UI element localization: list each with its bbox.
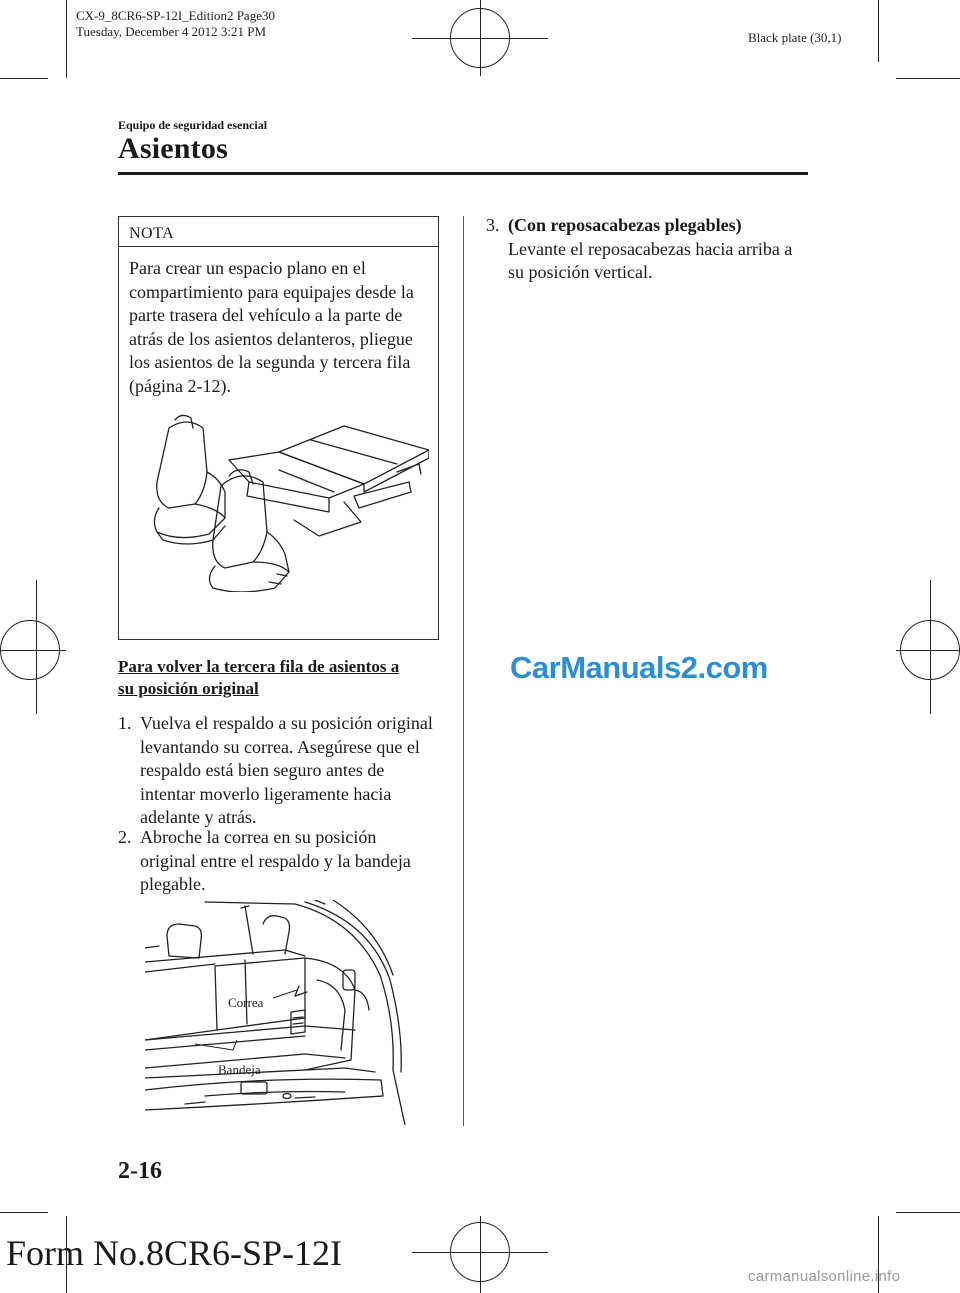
print-info-line2: Tuesday, December 4 2012 3:21 PM [76, 24, 267, 39]
crop-mark-top-right-v [878, 0, 879, 62]
note-heading: NOTA [119, 217, 438, 247]
callout-correa: Correa [228, 995, 264, 1010]
cargo-strap-illustration [145, 900, 415, 1125]
plate-info: Black plate (30,1) [748, 30, 842, 45]
step-number: 1. [118, 713, 132, 733]
note-text: Para crear un espacio plano en el compartimiento para equipajes desde la parte trasera del vehículo a la parte de atrás de los asientos delanteros, pliegue los asientos de la segunda y tercera fila (página 2-12). [129, 258, 414, 396]
column-divider [463, 216, 464, 1126]
registration-mark-h [896, 650, 960, 651]
note-box [118, 216, 439, 640]
form-number: Form No.8CR6-SP-12I [6, 1233, 343, 1273]
step-text: Vuelva el respaldo a su posición original levantando su correa. Asegúrese que el respaldo está bien seguro antes de intentar moverlo ligeramente hacia adelante y atrás. [140, 713, 433, 827]
callout-bandeja: Bandeja [218, 1062, 261, 1077]
registration-mark-v [930, 580, 931, 714]
registration-mark-v [36, 580, 37, 714]
section-label: Equipo de seguridad esencial [118, 118, 268, 132]
procedure-step-1 [118, 712, 436, 830]
step-text: Abroche la correa en su posición original entre el respaldo y la bandeja plegable. [140, 827, 411, 894]
step-text: Levante el reposacabezas hacia arriba a su posición vertical. [508, 238, 793, 282]
step-title: (Con reposacabezas plegables) [508, 215, 742, 235]
crop-mark-top-left-v [66, 0, 67, 78]
registration-mark-v [480, 0, 481, 76]
step-number: 3. [486, 215, 500, 235]
print-info-line1: CX-9_8CR6-SP-12I_Edition2 Page30 [76, 8, 275, 23]
title-rule [118, 172, 808, 175]
procedure-step-3 [486, 214, 806, 285]
procedure-step-2 [118, 826, 436, 897]
crop-mark-bottom-right-h [896, 1212, 960, 1213]
procedure-heading-line1: Para volver la tercera fila de asientos a [118, 657, 400, 676]
page-number: 2-16 [118, 1158, 162, 1184]
registration-mark-h [0, 650, 66, 651]
footer-watermark: carmanualsonline.info [748, 1268, 901, 1285]
watermark-logo: CarManuals2.com [510, 650, 768, 685]
step-number: 2. [118, 827, 132, 847]
page-title: Asientos [118, 132, 228, 165]
registration-mark-v [480, 1216, 481, 1293]
crop-mark-bottom-left-h [0, 1212, 48, 1213]
crop-mark-top-left-h [0, 78, 48, 79]
crop-mark-top-right-h [896, 78, 960, 79]
procedure-heading-line2: su posición original [118, 679, 259, 698]
seat-fold-illustration [129, 412, 429, 592]
